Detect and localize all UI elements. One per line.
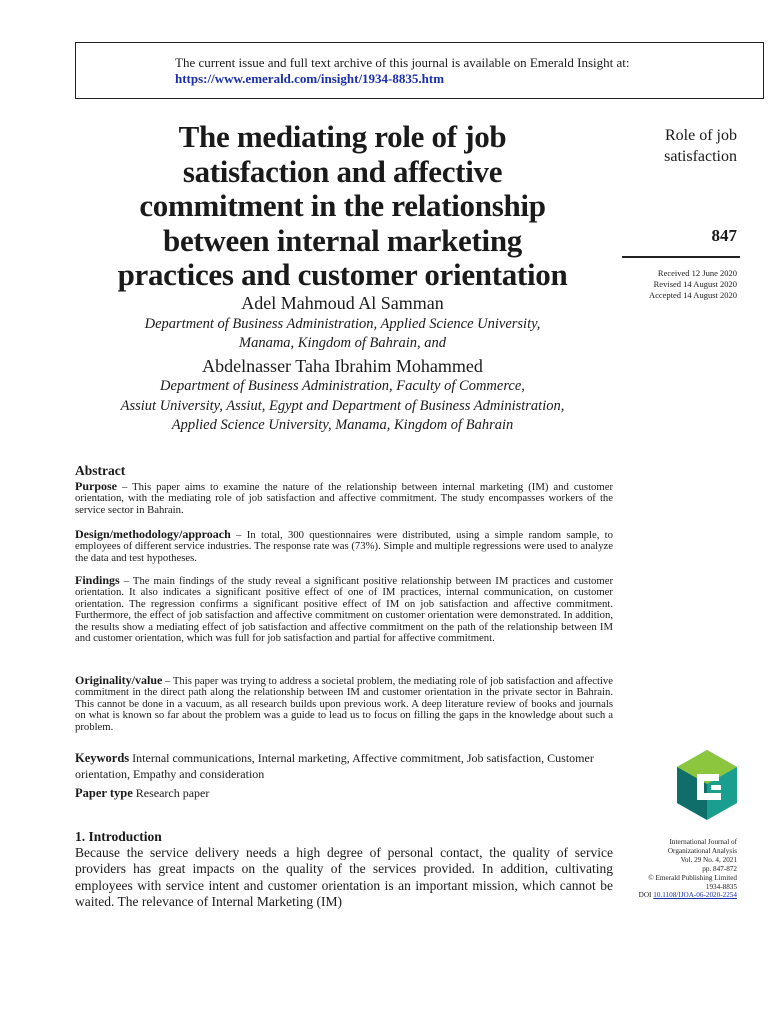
- author-name-2: Abdelnasser Taha Ibrahim Mohammed: [202, 356, 483, 376]
- design-text: – In total, 300 questionnaires were distributed, using a simple random sample, to employees of different service industries. The response rate was (73%). Simple and multiple regressions were used to analyze the data and test hypotheses.: [75, 529, 613, 564]
- journal-info: [600, 838, 737, 900]
- keywords-text: Internal communications, Internal marketing, Affective commitment, Job satisfaction, Customer orientation, Empathy and consideration: [75, 751, 594, 781]
- abstract-design: [75, 529, 613, 564]
- originality-text: – This paper was trying to address a societal problem, the mediating role of job satisfaction and affective commitment in the direct path along the relationship between IM and customer orientation in the private sector in Bahrain. This cannot be done in a vacuum, as all research builds upon previous work. A deep literature review of books and journals on what is known so far about the problem was a guide to lead us to focus on filling the gaps in the knowledge about such a problem.: [75, 675, 613, 733]
- paper-type: [75, 786, 209, 801]
- doi-label: DOI: [638, 891, 652, 900]
- abstract-findings: [75, 575, 613, 644]
- findings-text: – The main findings of the study reveal a significant positive relationship between IM practices and customer orientation. It also indicates a significant positive effect of one of IM practices, internal communication, on customer orientation. The regression confirms a significant positive effect of IM on job satisfaction and affective commitment. Furthermore, the effect of job satisfaction and affective commitment on customer orientation were demonstrated. In addition, the results show a mediating effect of job satisfaction and affective commitment on the path of the relationship between IM and customer orientation, which was full for job satisfaction and partial for affective commitment.: [75, 575, 613, 645]
- doi-link[interactable]: 10.1108/IJOA-06-2020-2254: [653, 891, 737, 900]
- article-title: [60, 120, 625, 293]
- running-title: [625, 125, 737, 167]
- affiliation-line: Applied Science University, Manama, Kingdom of Bahrain: [171, 417, 514, 433]
- purpose-text: – This paper aims to examine the nature of the relationship between internal marketing (IM) and customer orientation, with the mediating role of job satisfaction and affective commitment. The study encompasses workers of the service sector in Bahrain.: [75, 481, 613, 516]
- title-line: practices and customer orientation: [117, 257, 568, 292]
- affiliation-line: Assiut University, Assiut, Egypt and Department of Business Administration,: [120, 397, 565, 414]
- abstract-purpose: [75, 481, 613, 516]
- design-label: Design/methodology/approach: [75, 527, 231, 541]
- purpose-label: Purpose: [75, 479, 117, 493]
- title-line: satisfaction and affective: [182, 153, 503, 189]
- submission-dates: [600, 268, 737, 301]
- accepted-date: Accepted 14 August 2020: [648, 290, 737, 300]
- author-name-1: Adel Mahmoud Al Samman: [241, 293, 444, 313]
- affiliation-line: Department of Business Administration, Faculty of Commerce,: [160, 378, 525, 394]
- journal-info-line: © Emerald Publishing Limited: [648, 873, 737, 882]
- running-title-line: Role of job: [665, 127, 737, 144]
- running-title-line: satisfaction: [664, 148, 737, 165]
- affiliation-line: Manama, Kingdom of Bahrain, and: [238, 335, 447, 351]
- journal-info-line: Organizational Analysis: [667, 846, 737, 855]
- introduction-heading: 1. Introduction: [75, 829, 162, 844]
- received-date: Received 12 June 2020: [657, 268, 737, 278]
- abstract-originality: [75, 675, 613, 733]
- paper-type-label: Paper type: [75, 786, 133, 800]
- journal-info-line: 1934-8835: [705, 882, 737, 891]
- header-availability-text: The current issue and full text archive of this journal is available on Emerald Insight at:: [175, 55, 630, 70]
- findings-label: Findings: [75, 573, 120, 587]
- affiliation-line: Department of Business Administration, Applied Science University,: [144, 316, 541, 332]
- keywords-label: Keywords: [75, 751, 130, 765]
- revised-date: Revised 14 August 2020: [653, 279, 737, 289]
- keywords: [75, 750, 615, 782]
- journal-info-line: pp. 847-872: [702, 864, 737, 873]
- author-affiliation-1: [60, 315, 625, 353]
- doi-line: [600, 891, 737, 900]
- title-line: between internal marketing: [163, 222, 522, 258]
- page-number: 847: [711, 226, 737, 245]
- journal-info-line: International Journal of: [669, 838, 737, 846]
- title-line: The mediating role of job: [178, 119, 507, 154]
- originality-label: Originality/value: [75, 673, 163, 687]
- abstract-heading: Abstract: [75, 463, 126, 478]
- journal-url-link[interactable]: https://www.emerald.com/insight/1934-8835.htm: [175, 71, 445, 86]
- emerald-publishing-logo-icon: [675, 748, 739, 822]
- sidebar-divider: [622, 256, 740, 258]
- title-line: commitment in the relationship: [139, 188, 546, 223]
- journal-info-line: Vol. 29 No. 4, 2021: [680, 855, 737, 864]
- paper-type-text: Research paper: [132, 786, 210, 800]
- author-affiliation-2: [60, 377, 625, 436]
- introduction-text: Because the service delivery needs a high degree of personal contact, the quality of service providers has great impacts on the quality of the services provided. In addition, cultivating employees with service intent and customer orientation is an important mission, which cannot be waited. The relevance of Internal Marketing (IM): [75, 845, 613, 909]
